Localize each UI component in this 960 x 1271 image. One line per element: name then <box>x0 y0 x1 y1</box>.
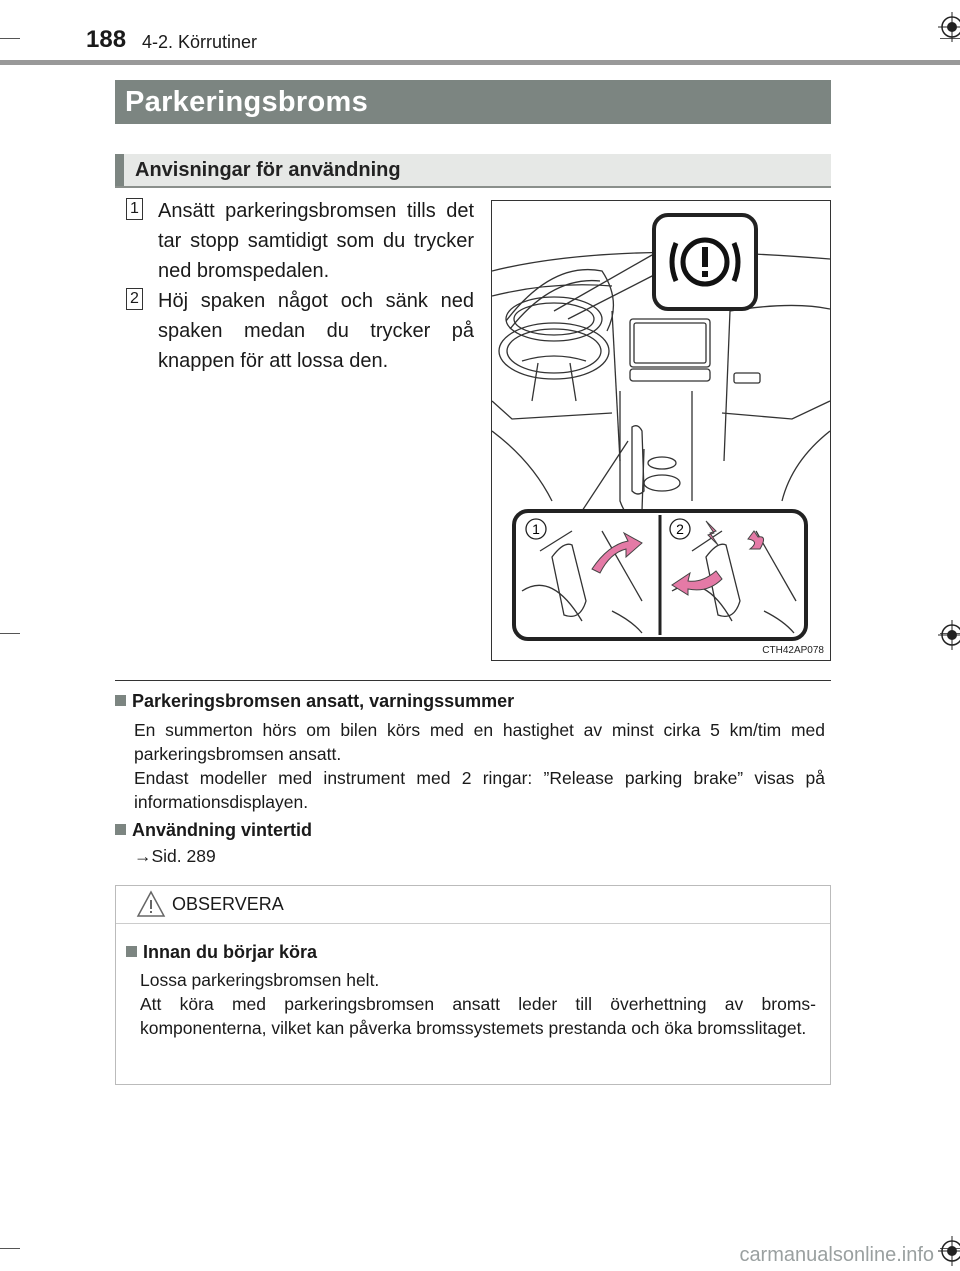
caution-label: OBSERVERA <box>172 894 284 914</box>
step-item <box>126 286 474 376</box>
page-reference-text[interactable]: Sid. 289 <box>151 846 216 866</box>
caution-paragraph: Lossa parkeringsbromsen helt. <box>140 970 380 990</box>
caution-body <box>140 968 816 1040</box>
registration-mark-icon <box>938 12 960 42</box>
note-heading <box>115 691 514 712</box>
bullet-square-icon <box>126 946 137 957</box>
step-item <box>126 196 474 286</box>
section-divider <box>115 680 831 681</box>
note-heading-text: Parkeringsbromsen ansatt, varningssummer <box>132 691 515 711</box>
footer-watermark: carmanualsonline.info <box>739 1244 934 1266</box>
caution-box <box>115 885 831 1085</box>
step-number: 1 <box>126 198 143 220</box>
registration-mark-icon <box>938 1236 960 1266</box>
arrow-right-icon: → <box>134 846 152 866</box>
crop-mark <box>0 38 20 39</box>
note-body <box>134 718 825 814</box>
note-heading <box>115 820 312 841</box>
note-paragraph: Endast modeller med instrument med 2 ringar: ”Release parking brake” visas på informationsdisplayen. <box>134 768 825 812</box>
subsection-header <box>115 154 831 188</box>
header-divider <box>0 60 960 65</box>
crop-mark <box>0 633 20 634</box>
bullet-square-icon <box>115 824 126 835</box>
figure-code: CTH42AP078 <box>762 645 824 656</box>
step-text: Höj spaken något och sänk ned spaken medan du trycker på knappen för att lossa den. <box>158 290 474 372</box>
caution-header <box>116 886 830 924</box>
warning-triangle-icon <box>136 890 166 918</box>
note-paragraph: En summerton hörs om bilen körs med en hastighet av minst cirka 5 km/tim med parkeringsbromsen ansatt. <box>134 720 825 764</box>
dashboard-drawing <box>492 201 830 660</box>
page-number: 188 <box>86 26 127 53</box>
caution-heading <box>126 942 317 963</box>
step-number: 2 <box>126 288 143 310</box>
page-reference[interactable] <box>134 846 216 867</box>
subsection-title: Anvisningar för användning <box>135 159 401 181</box>
parking-brake-illustration <box>491 200 831 661</box>
caution-heading-text: Innan du börjar köra <box>143 942 318 962</box>
caution-paragraph: Att köra med parkeringsbromsen ansatt leder till överhettning av bromskomponenterna, vilket kan påverka bromssystemets prestanda och öka bromsslitaget. <box>140 994 816 1038</box>
subsection-marker <box>115 154 124 186</box>
step-text: Ansätt parkeringsbromsen tills det tar stopp samtidigt som du trycker ned bromspedalen. <box>158 200 474 282</box>
crop-mark <box>0 1248 20 1249</box>
bullet-square-icon <box>115 695 126 706</box>
callout-2: 2 <box>676 521 684 537</box>
callout-1: 1 <box>532 521 540 537</box>
section-title: Parkeringsbroms <box>115 80 831 124</box>
registration-mark-icon <box>938 620 960 650</box>
chapter-title: 4-2. Körrutiner <box>142 32 258 52</box>
note-heading-text: Användning vintertid <box>132 820 312 840</box>
